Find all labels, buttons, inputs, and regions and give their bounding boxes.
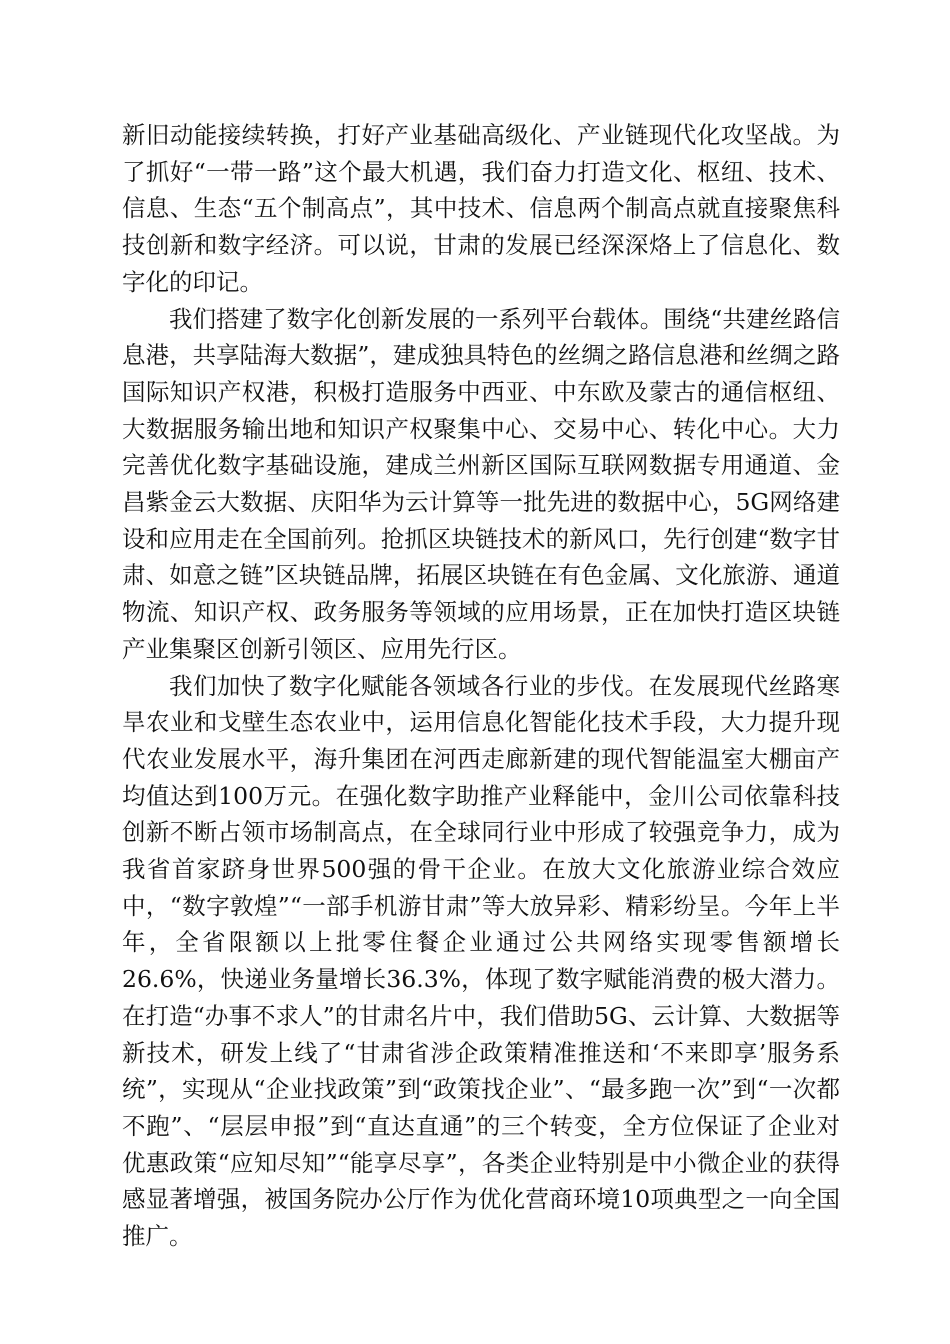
- paragraph-digital-economy-intro: 新旧动能接续转换，打好产业基础高级化、产业链现代化攻坚战。为了抓好“一带一路”这个最大机遇，我们奋力打造文化、枢纽、技术、信息、生态“五个制高点”，其中技术、信息两个制高点就直接聚焦科技创新和数字经济。可以说，甘肃的发展已经深深烙上了信息化、数字化的印记。: [122, 121, 840, 296]
- paragraph-digital-empowerment: 我们加快了数字化赋能各领域各行业的步伐。在发展现代丝路寒旱农业和戈壁生态农业中，运用信息化智能化技术手段，大力提升现代农业发展水平，海升集团在河西走廊新建的现代智能温室大棚亩产均值达到100万元。在强化数字助推产业释能中，金川公司依靠科技创新不断占领市场制高点，在全球同行业中形成了较强竞争力，成为我省首家跻身世界500强的骨干企业。在放大文化旅游业综合效应中，“数字敦煌”“一部手机游甘肃”等大放异彩、精彩纷呈。今年上半年，全省限额以上批零住餐企业通过公共网络实现零售额增长26.6%，快递业务量增长36.3%，体现了数字赋能消费的极大潜力。在打造“办事不求人”的甘肃名片中，我们借助5G、云计算、大数据等新技术，研发上线了“甘肃省涉企政策精准推送和‘不来即享’服务系统”，实现从“企业找政策”到“政策找企业”、“最多跑一次”到“一次都不跑”、“层层申报”到“直达直通”的三个转变，全方位保证了企业对优惠政策“应知尽知”“能享尽享”，各类企业特别是中小微企业的获得感显著增强，被国务院办公厅作为优化营商环境10项典型之一向全国推广。: [122, 671, 840, 1251]
- paragraph-platform-carriers: 我们搭建了数字化创新发展的一系列平台载体。围绕“共建丝路信息港，共享陆海大数据”，建成独具特色的丝绸之路信息港和丝绸之路国际知识产权港，积极打造服务中西亚、中东欧及蒙古的通信枢纽、大数据服务输出地和知识产权聚集中心、交易中心、转化中心。大力完善优化数字基础设施，建成兰州新区国际互联网数据专用通道、金昌紫金云大数据、庆阳华为云计算等一批先进的数据中心，5G网络建设和应用走在全国前列。抢抓区块链技术的新风口，先行创建“数字甘肃、如意之链”区块链品牌，拓展区块链在有色金属、文化旅游、通道物流、知识产权、政务服务等领域的应用场景，正在加快打造区块链产业集聚区创新引领区、应用先行区。: [122, 304, 840, 663]
- document-body: [122, 117, 840, 1255]
